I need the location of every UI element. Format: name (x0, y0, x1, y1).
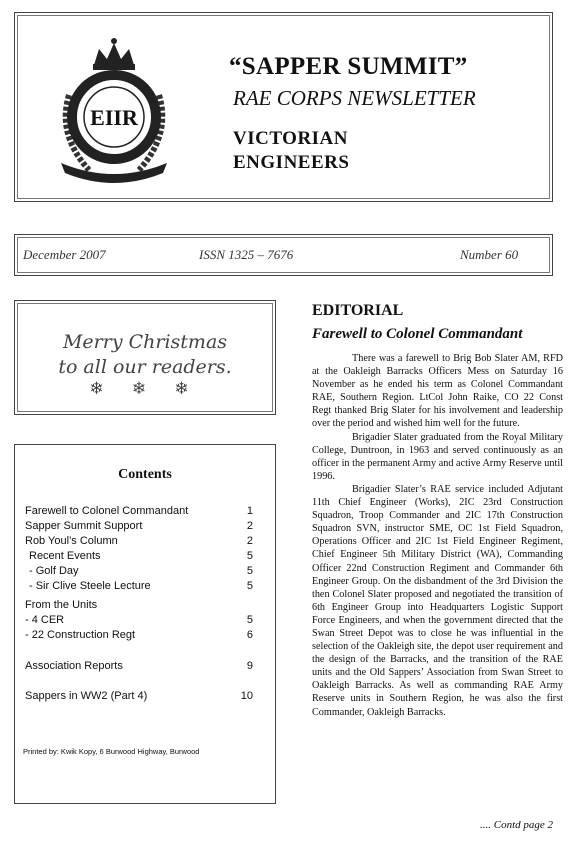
contents-item-page: 10 (240, 690, 253, 702)
contents-item-title: Rob Youl’s Column (25, 535, 118, 547)
article-paragraph: Brigadier Slater’s RAE service included Adjutant 11th Chief Engineer (Works), 2IC 23rd Construction Squadron, Troop Commander and 2IC 17th Construction Squadron SVN, instructor SME, OC 1st Field Squadron, Operations Officer and 2IC 1st Field Engineer Regiment, Chief Engineer 5th Military District (WA), Commanding Officer 22nd Construction Regiment and Commander 6th Engineer Group. On the disbandment of the 3rd Division the then Colonel Slater proposed and negotiated the transition of 6th Engineer Group into Headquarters Logistic Support Force Engineers, and when the government directed that the Swan Street Depot was to close he was influential in the selection of the Oakleigh site, the depot user requirement and the design of the Barracks, and the transition of the RAE units and the Old Sappers’ Association from Swan Street to Oakleigh Barracks. As well as commanding RAE Army Reserve units in Southern Region, he was also the first Commander, Oakleigh Barracks. (312, 483, 563, 718)
editorial-heading: EDITORIAL (312, 302, 404, 319)
contents-item-page: 5 (246, 565, 253, 577)
contents-item (25, 505, 253, 517)
christmas-greeting-box (14, 300, 276, 415)
publisher-line-1: VICTORIAN (233, 128, 349, 149)
issue-bar (14, 234, 553, 276)
contents-item-page: 2 (246, 535, 253, 547)
masthead (14, 12, 553, 202)
contents-item (25, 550, 253, 562)
snowflake-icon: ❄ ❄ ❄ (89, 379, 201, 398)
contents-item (25, 614, 253, 626)
newsletter-subtitle: RAE CORPS NEWSLETTER (233, 86, 476, 110)
contents-item (25, 660, 253, 672)
continued-note: .... Contd page 2 (480, 819, 554, 831)
contents-item-page: 5 (246, 614, 253, 626)
article-body (312, 352, 563, 719)
contents-item-page: 6 (246, 629, 253, 641)
contents-item-page: 5 (246, 550, 253, 562)
contents-item-title: - Golf Day (29, 565, 79, 577)
issue-issn: ISSN 1325 – 7676 (199, 247, 294, 262)
article-headline: Farewell to Colonel Commandant (312, 326, 523, 342)
contents-item-title: - 4 CER (25, 614, 65, 626)
contents-item (25, 690, 253, 702)
article-paragraph: Brigadier Slater graduated from the Royal Military College, Duntroon, in 1963 and served continuously as an officer in the permanent Army and active Army Reserve until 1996. (312, 431, 563, 482)
newsletter-title: “SAPPER SUMMIT” (229, 53, 468, 80)
contents-item (25, 520, 253, 532)
contents-item (25, 599, 253, 611)
contents-item (25, 629, 253, 641)
contents-box (14, 444, 276, 804)
corps-emblem-icon (39, 35, 189, 185)
contents-item-page: 9 (246, 660, 253, 672)
contents-item-title: Association Reports (25, 660, 123, 672)
contents-item-title: Sapper Summit Support (25, 520, 143, 532)
emblem-cipher: EIIR (90, 105, 138, 130)
contents-item-title: - Sir Clive Steele Lecture (29, 580, 151, 592)
contents-item-title: Sappers in WW2 (Part 4) (25, 690, 148, 702)
contents-item (25, 580, 253, 592)
printer-credit: Printed by: Kwik Kopy, 6 Burwood Highway, Burwood (23, 747, 200, 756)
publisher-line-2: ENGINEERS (233, 152, 350, 173)
contents-item-title: - 22 Construction Regt (25, 629, 136, 641)
issue-date: December 2007 (23, 247, 106, 262)
contents-item-page: 5 (246, 580, 253, 592)
contents-item (25, 535, 253, 547)
contents-item (25, 565, 253, 577)
contents-item-title: From the Units (25, 599, 98, 611)
greeting-line-2: to all our readers. (58, 356, 232, 378)
issue-number: Number 60 (460, 247, 519, 262)
contents-item-page: 1 (246, 505, 253, 517)
contents-heading: Contents (118, 467, 172, 482)
greeting-line-1: Merry Christmas (62, 331, 228, 353)
contents-item-title: Recent Events (29, 550, 101, 562)
article-paragraph: There was a farewell to Brig Bob Slater AM, RFD at the Oakleigh Barracks Officers Mess on Saturday 16 November as he ended his term as Colonel Commandant RAE, Southern Region. LtCol John Raike, CO 22 Const Regt thanked Brig Slater for his involvement and leadership over the period and wished him well for the future. (312, 353, 563, 430)
contents-item-title: Farewell to Colonel Commandant (25, 505, 189, 517)
contents-item-page: 2 (246, 520, 253, 532)
